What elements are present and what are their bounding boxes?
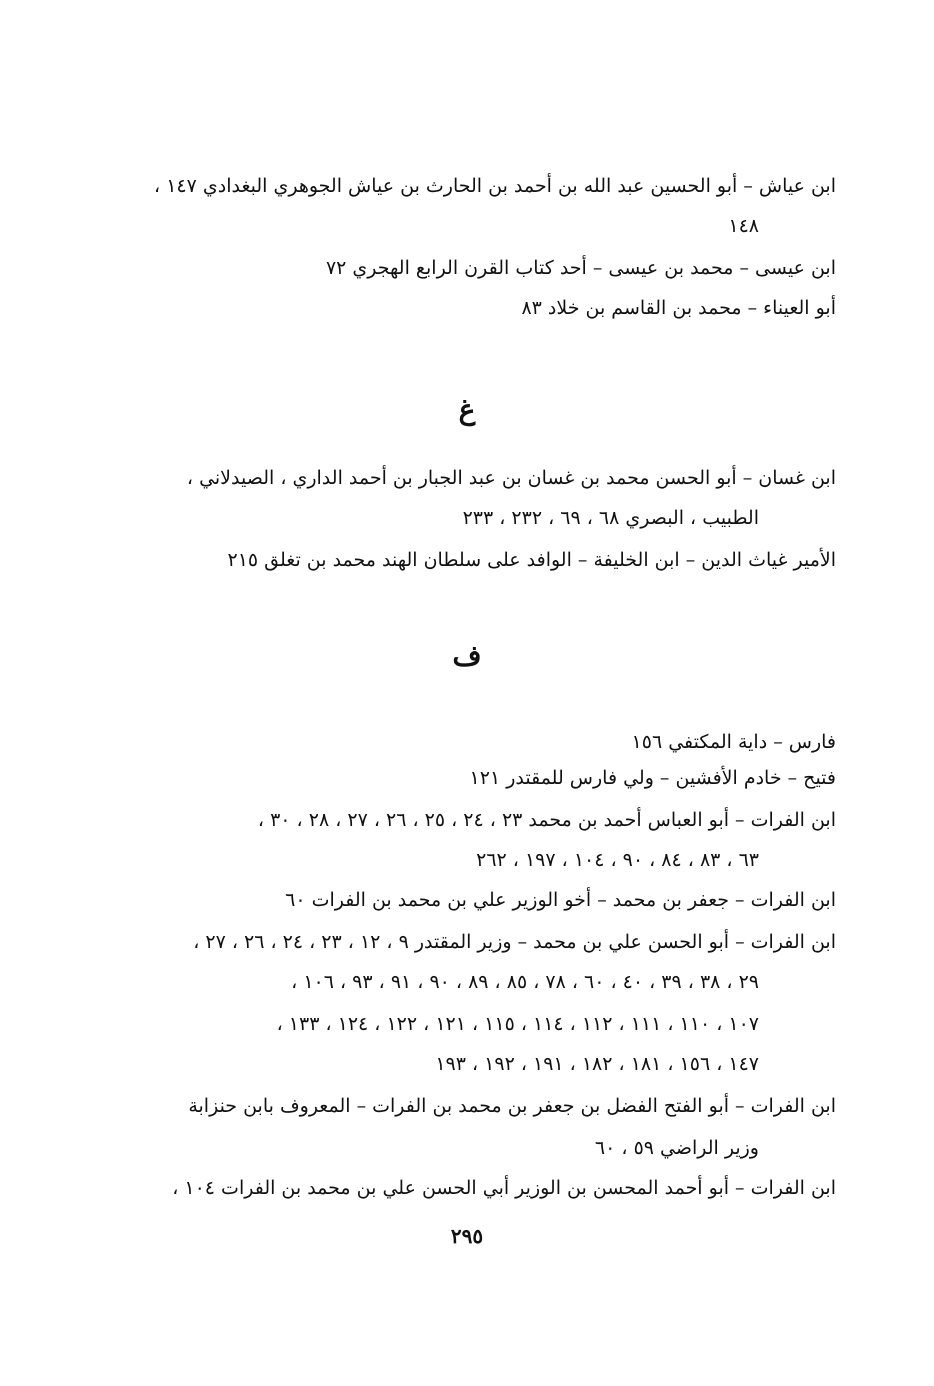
entry-ibn-al-furat-fadl-line2: وزير الراضي ٥٩ ، ٦٠ [594,1137,759,1159]
entry-ibn-al-furat-ali-line1: ابن الفرات – أبو الحسن علي بن محمد – وزير المقتدر ٩ ، ١٢ ، ٢٣ ، ٢٤ ، ٢٦ ، ٢٧ ، [193,931,836,953]
page-number: ٢٩٥ [450,1224,484,1248]
entry-futayh: فتيح – خادم الأفشين – ولي فارس للمقتدر ١٢١ [469,767,836,789]
entry-ibn-ayyash-line1: ابن عياش – أبو الحسين عبد الله بن أحمد بن الحارث بن عياش الجوهري البغدادي ١٤٧ ، [154,175,836,197]
entry-ibn-al-furat-abbas-line2: ٦٣ ، ٨٣ ، ٨٤ ، ٩٠ ، ١٠٤ ، ١٩٧ ، ٢٦٢ [476,849,759,871]
entry-ibn-ghassan-line1: ابن غسان – أبو الحسن محمد بن غسان بن عبد الجبار بن أحمد الداري ، الصيدلاني ، [186,467,836,489]
entry-ghiyath-al-din: الأمير غياث الدين – ابن الخليفة – الوافد على سلطان الهند محمد بن تغلق ٢١٥ [227,549,836,571]
entry-faris: فارس – داية المكتفي ١٥٦ [631,731,836,753]
section-heading-fa: ف [452,639,482,672]
entry-ibn-al-furat-muhsin: ابن الفرات – أبو أحمد المحسن بن الوزير أبي الحسن علي بن محمد بن الفرات ١٠٤ ، [172,1177,836,1199]
entry-ibn-ghassan-line2: الطبيب ، البصري ٦٨ ، ٦٩ ، ٢٣٢ ، ٢٣٣ [462,507,759,529]
entry-ibn-al-furat-ali-line2: ٢٩ ، ٣٨ ، ٣٩ ، ٤٠ ، ٦٠ ، ٧٨ ، ٨٥ ، ٨٩ ، ٩٠ ، ٩١ ، ٩٣ ، ١٠٦ ، [291,971,759,993]
entry-ibn-al-furat-fadl-line1: ابن الفرات – أبو الفتح الفضل بن جعفر بن محمد بن الفرات – المعروف بابن حنزابة [188,1095,836,1117]
entry-ibn-isa: ابن عيسى – محمد بن عيسى – أحد كتاب القرن الرابع الهجري ٧٢ [325,257,836,279]
entry-ibn-al-furat-abbas-line1: ابن الفرات – أبو العباس أحمد بن محمد ٢٣ ، ٢٤ ، ٢٥ ، ٢٦ ، ٢٧ ، ٢٨ ، ٣٠ ، [257,809,836,831]
entry-ibn-al-furat-ali-line3: ١٠٧ ، ١١٠ ، ١١١ ، ١١٢ ، ١١٤ ، ١١٥ ، ١٢١ ، ١٢٢ ، ١٢٤ ، ١٣٣ ، [276,1013,759,1035]
section-heading-ghain: غ [458,393,476,426]
entry-ibn-al-furat-ali-line4: ١٤٧ ، ١٥٦ ، ١٨١ ، ١٨٢ ، ١٩١ ، ١٩٢ ، ١٩٣ [435,1053,759,1075]
entry-abu-al-ayna: أبو العيناء – محمد بن القاسم بن خلاد ٨٣ [521,297,836,319]
entry-ibn-al-furat-jafar: ابن الفرات – جعفر بن محمد – أخو الوزير علي بن محمد بن الفرات ٦٠ [285,889,836,911]
entry-ibn-ayyash-line2: ١٤٨ [728,215,759,237]
